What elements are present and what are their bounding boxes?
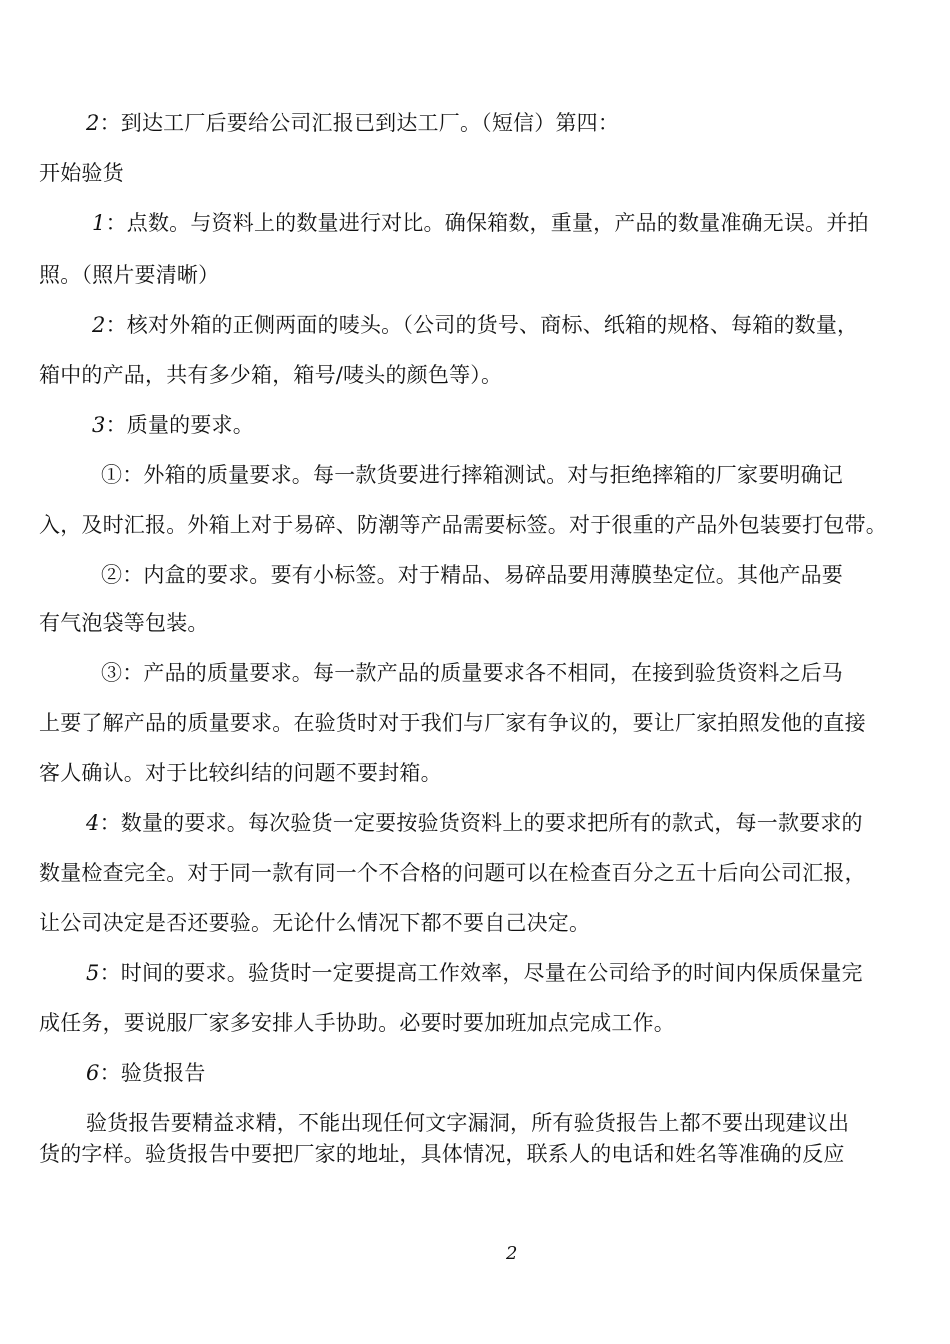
item-number: 4 [86,811,100,835]
line-text: 有气泡袋等包装。 [39,611,209,635]
line-text: 客人确认。对于比较纠结的问题不要封箱。 [39,761,442,785]
line-text: 货的字样。验货报告中要把厂家的地址，具体情况，联系人的电话和姓名等准确的反应 [39,1142,845,1166]
text-line [39,160,124,186]
line-text: 上要了解产品的质量要求。在验货时对于我们与厂家有争议的，要让厂家拍照发他的直接 [39,711,866,735]
line-text: ：点数。与资料上的数量进行对比。确保箱数，重量，产品的数量准确无误。并拍 [105,211,869,235]
text-line [86,1060,206,1086]
text-line [92,412,254,438]
text-line [39,1010,675,1036]
item-number: 6 [86,1061,100,1085]
line-text: 入，及时汇报。外箱上对于易碎、防潮等产品需要标签。对于很重的产品外包装要打包带。 [39,513,887,537]
text-line [39,362,502,388]
line-text: 让公司决定是否还要验。无论什么情况下都不要自己决定。 [39,911,591,935]
line-text: ：到达工厂后要给公司汇报已到达工厂。（短信）第四： [99,111,620,135]
line-text: ：核对外箱的正侧两面的唛头。（公司的货号、商标、纸箱的规格、每箱的数量， [105,313,859,337]
item-number: 5 [86,961,100,985]
text-line [39,1141,845,1167]
page-number: 2 [506,1243,518,1264]
line-text: 验货报告要精益求精，不能出现任何文字漏洞，所有验货报告上都不要出现建议出 [86,1111,850,1135]
text-line [86,960,863,986]
text-line [101,462,843,488]
text-line [86,810,863,836]
line-text: 成任务，要说服厂家多安排人手协助。必要时要加班加点完成工作。 [39,1011,675,1035]
item-number: 3 [92,413,106,437]
item-number: 2 [86,111,100,135]
text-line [39,512,887,538]
text-line [101,660,843,686]
text-line [39,860,866,886]
item-number: 2 [92,313,106,337]
text-line [39,710,866,736]
line-text: 照。（照片要清晰） [39,263,220,287]
text-line [92,210,869,236]
text-line [86,1110,849,1136]
line-text: ：数量的要求。每次验货一定要按验货资料上的要求把所有的款式，每一款要求的 [99,811,863,835]
text-line [86,110,619,136]
line-text: ②：内盒的要求。要有小标签。对于精品、易碎品要用薄膜垫定位。其他产品要 [101,563,843,587]
text-line [39,610,209,636]
line-text: ：验货报告 [99,1061,206,1085]
line-text: ①：外箱的质量要求。每一款货要进行摔箱测试。对与拒绝摔箱的厂家要明确记 [101,463,843,487]
text-line [39,910,590,936]
line-text: 开始验货 [39,161,124,185]
line-text: 数量检查完全。对于同一款有同一个不合格的问题可以在检查百分之五十后向公司汇报， [39,861,866,885]
text-line [39,262,219,288]
text-line [92,312,858,338]
text-line [101,562,843,588]
line-text: ：时间的要求。验货时一定要提高工作效率，尽量在公司给予的时间内保质保量完 [99,961,863,985]
line-text: ：质量的要求。 [105,413,254,437]
item-number: 1 [92,211,106,235]
line-text: ③：产品的质量要求。每一款产品的质量要求各不相同，在接到验货资料之后马 [101,661,843,685]
line-text: 箱中的产品，共有多少箱，箱号/唛头的颜色等）。 [39,363,503,387]
text-line [39,760,442,786]
